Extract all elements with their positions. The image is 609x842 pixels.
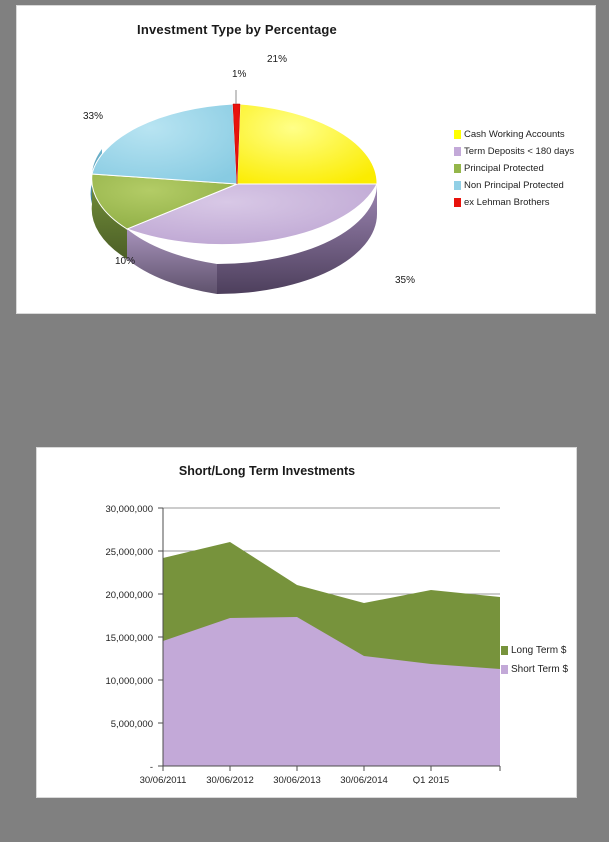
pie-label-35: 35%	[395, 275, 416, 286]
y-tick-label-0: -	[149, 762, 153, 773]
pie-legend	[454, 128, 594, 213]
legend-item-long-term	[501, 644, 581, 657]
legend-item-term-deposits	[454, 145, 594, 158]
pie-svg	[47, 54, 447, 304]
y-tick-label-5: 25,000,000	[105, 547, 153, 558]
legend-swatch-icon	[501, 665, 508, 674]
legend-item-non-principal-protected	[454, 179, 594, 192]
area-chart-title: Short/Long Term Investments	[178, 464, 356, 478]
legend-swatch-icon	[454, 147, 461, 156]
x-tick-label-0: 30/06/2011	[139, 775, 187, 784]
legend-swatch-icon	[454, 198, 461, 207]
pie-chart-title: Investment Type by Percentage	[137, 22, 337, 37]
pie-chart-panel	[16, 5, 596, 314]
x-tick-label-2: 30/06/2013	[273, 775, 321, 784]
area-chart-panel	[36, 447, 577, 798]
legend-item-cash-working-accounts	[454, 128, 594, 141]
y-tick-label-6: 30,000,000	[105, 504, 153, 515]
y-tick-label-2: 10,000,000	[105, 676, 153, 687]
area-svg	[53, 484, 558, 784]
pie-label-10: 10%	[115, 256, 136, 267]
pie-slice-non-principal-protected	[92, 104, 237, 184]
pie-label-21: 21%	[267, 54, 288, 65]
y-tick-label-1: 5,000,000	[110, 719, 153, 730]
x-tick-label-3: 30/06/2014	[340, 775, 388, 784]
legend-label: ex Lehman Brothers	[464, 197, 550, 208]
x-tick-label-4: Q1 2015	[412, 775, 450, 784]
legend-swatch-icon	[454, 181, 461, 190]
legend-label: Cash Working Accounts	[464, 129, 565, 140]
legend-label: Long Term $	[511, 645, 567, 656]
pie-label-1: 1%	[232, 69, 247, 80]
legend-label: Non Principal Protected	[464, 180, 564, 191]
legend-swatch-icon	[454, 130, 461, 139]
area-chart-graphic	[53, 484, 558, 784]
legend-label: Term Deposits < 180 days	[464, 146, 575, 157]
legend-label: Principal Protected	[464, 163, 544, 174]
legend-label: Short Term $	[511, 664, 569, 675]
area-legend	[501, 644, 581, 682]
pie-chart-graphic	[47, 54, 447, 304]
pie-slice-cash-working-accounts	[237, 104, 377, 184]
y-tick-label-3: 15,000,000	[105, 633, 153, 644]
legend-item-ex-lehman-brothers	[454, 196, 594, 209]
pie-label-33: 33%	[83, 111, 104, 122]
legend-item-principal-protected	[454, 162, 594, 175]
y-tick-label-4: 20,000,000	[105, 590, 153, 601]
legend-item-short-term	[501, 663, 581, 676]
legend-swatch-icon	[454, 164, 461, 173]
x-tick-label-1: 30/06/2012	[206, 775, 254, 784]
legend-swatch-icon	[501, 646, 508, 655]
